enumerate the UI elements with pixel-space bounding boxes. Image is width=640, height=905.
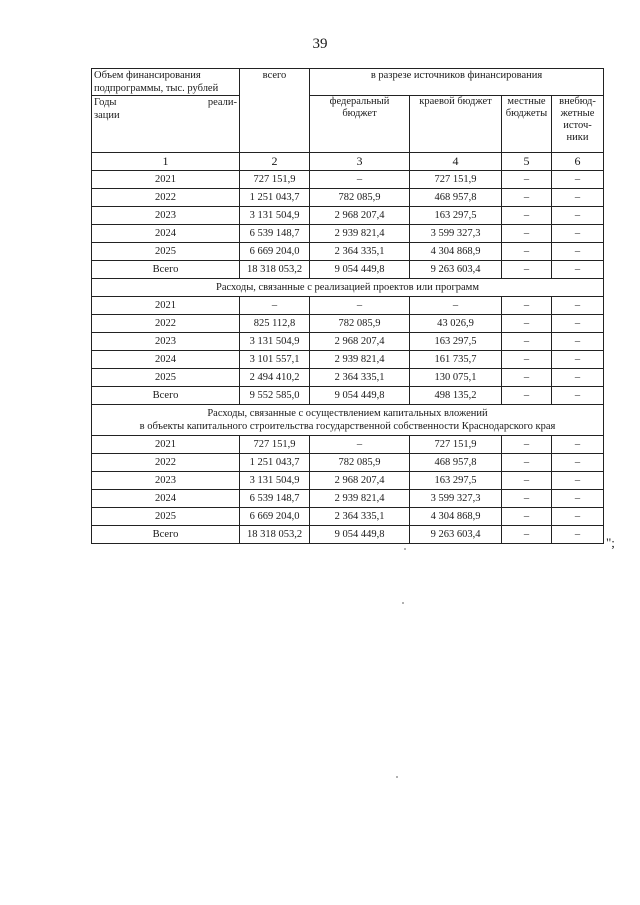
cell: 2023 (92, 333, 240, 351)
col-number: 3 (310, 153, 410, 171)
cell: 2 968 207,4 (310, 472, 410, 490)
table-row (92, 490, 604, 508)
section-title-capital-line2: в объекты капитального строительства государственной собственности Краснодарского края (139, 421, 556, 432)
cell: 163 297,5 (410, 207, 502, 225)
cell: 782 085,9 (310, 454, 410, 472)
cell: – (552, 387, 604, 405)
cell: 468 957,8 (410, 454, 502, 472)
cell: Всего (92, 261, 240, 279)
cell: – (552, 436, 604, 454)
cell: – (502, 351, 552, 369)
header-extra: внебюд-жетные источ-ники (552, 96, 604, 153)
cell: – (502, 508, 552, 526)
cell: 727 151,9 (240, 171, 310, 189)
cell: – (410, 297, 502, 315)
cell: 130 075,1 (410, 369, 502, 387)
cell: 2021 (92, 171, 240, 189)
page-number: 39 (312, 36, 328, 52)
total-row (92, 261, 604, 279)
cell: 2021 (92, 436, 240, 454)
table-row (92, 315, 604, 333)
header-volume-cell (92, 69, 240, 96)
cell: 2023 (92, 472, 240, 490)
cell: 2 968 207,4 (310, 333, 410, 351)
cell: – (502, 369, 552, 387)
cell: – (552, 508, 604, 526)
cell: 43 026,9 (410, 315, 502, 333)
header-years-a: Годы (94, 97, 117, 108)
table-row (92, 454, 604, 472)
cell: 9 263 603,4 (410, 261, 502, 279)
cell: 2025 (92, 243, 240, 261)
cell: 3 131 504,9 (240, 207, 310, 225)
header-years-c: зации (94, 110, 120, 121)
cell: – (502, 171, 552, 189)
table-row (92, 243, 604, 261)
cell: – (552, 472, 604, 490)
cell: – (502, 472, 552, 490)
cell: – (502, 189, 552, 207)
cell: – (552, 189, 604, 207)
scan-speck (402, 602, 404, 604)
cell: – (310, 297, 410, 315)
cell: – (552, 490, 604, 508)
cell: – (502, 315, 552, 333)
cell: 18 318 053,2 (240, 526, 310, 544)
col-number: 4 (410, 153, 502, 171)
cell: 2022 (92, 454, 240, 472)
cell: – (310, 171, 410, 189)
cell: – (240, 297, 310, 315)
cell: 1 251 043,7 (240, 454, 310, 472)
cell: 2 939 821,4 (310, 225, 410, 243)
cell: 2024 (92, 490, 240, 508)
cell: 2 939 821,4 (310, 351, 410, 369)
header-years-b: реали- (207, 97, 237, 108)
cell: 2023 (92, 207, 240, 225)
section-title-capital-line1: Расходы, связанные с осуществлением капитальных вложений (207, 408, 488, 419)
table-row (92, 171, 604, 189)
cell: Всего (92, 387, 240, 405)
cell: 727 151,9 (410, 171, 502, 189)
cell: 6 539 148,7 (240, 225, 310, 243)
cell: 2 364 335,1 (310, 243, 410, 261)
cell: – (502, 207, 552, 225)
cell: 9 552 585,0 (240, 387, 310, 405)
cell: 727 151,9 (240, 436, 310, 454)
cell: 9 263 603,4 (410, 526, 502, 544)
header-volume-line2: подпрограммы, тыс. рублей (94, 83, 219, 94)
header-volume-line1: Объем финансирования (94, 70, 201, 81)
table-row (92, 472, 604, 490)
cell: – (552, 454, 604, 472)
header-federal: федеральный бюджет (310, 96, 410, 153)
header-total: всего (240, 69, 310, 153)
header-regional: краевой бюджет (410, 96, 502, 153)
cell: 4 304 868,9 (410, 243, 502, 261)
cell: 3 131 504,9 (240, 333, 310, 351)
col-number: 5 (502, 153, 552, 171)
cell: 9 054 449,8 (310, 261, 410, 279)
cell: 825 112,8 (240, 315, 310, 333)
cell: – (502, 436, 552, 454)
cell: 2024 (92, 351, 240, 369)
cell: 3 599 327,3 (410, 225, 502, 243)
table-row (92, 225, 604, 243)
section-title-projects: Расходы, связанные с реализацией проектов или программ (92, 279, 604, 297)
cell: 163 297,5 (410, 333, 502, 351)
cell: – (502, 490, 552, 508)
cell: 3 101 557,1 (240, 351, 310, 369)
cell: 782 085,9 (310, 189, 410, 207)
cell: – (552, 526, 604, 544)
cell: – (502, 225, 552, 243)
cell: 2 494 410,2 (240, 369, 310, 387)
cell: 6 539 148,7 (240, 490, 310, 508)
cell: – (502, 454, 552, 472)
cell: 2 364 335,1 (310, 369, 410, 387)
cell: – (502, 333, 552, 351)
scan-speck (396, 776, 398, 778)
cell: – (502, 261, 552, 279)
col-number: 6 (552, 153, 604, 171)
section-title-capital (92, 405, 604, 436)
scan-speck (404, 548, 406, 550)
cell: 3 599 327,3 (410, 490, 502, 508)
cell: – (552, 243, 604, 261)
cell: – (310, 436, 410, 454)
cell: – (552, 315, 604, 333)
cell: – (552, 333, 604, 351)
cell: Всего (92, 526, 240, 544)
cell: 9 054 449,8 (310, 387, 410, 405)
cell: – (502, 297, 552, 315)
cell: 2 364 335,1 (310, 508, 410, 526)
cell: – (502, 387, 552, 405)
cell: – (552, 171, 604, 189)
cell: – (502, 526, 552, 544)
cell: – (552, 369, 604, 387)
cell: 2 939 821,4 (310, 490, 410, 508)
cell: 18 318 053,2 (240, 261, 310, 279)
cell: 4 304 868,9 (410, 508, 502, 526)
cell: – (552, 261, 604, 279)
col-number: 2 (240, 153, 310, 171)
cell: 1 251 043,7 (240, 189, 310, 207)
cell: 6 669 204,0 (240, 508, 310, 526)
cell: 3 131 504,9 (240, 472, 310, 490)
cell: 9 054 449,8 (310, 526, 410, 544)
table-row (92, 369, 604, 387)
cell: – (552, 351, 604, 369)
cell: 163 297,5 (410, 472, 502, 490)
cell: 2022 (92, 189, 240, 207)
table-row (92, 189, 604, 207)
cell: 2024 (92, 225, 240, 243)
cell: 2 968 207,4 (310, 207, 410, 225)
cell: 2025 (92, 508, 240, 526)
table-row (92, 207, 604, 225)
table-row (92, 508, 604, 526)
cell: 782 085,9 (310, 315, 410, 333)
cell: 6 669 204,0 (240, 243, 310, 261)
col-number: 1 (92, 153, 240, 171)
total-row (92, 526, 604, 544)
header-years-cell (92, 96, 240, 153)
table-row (92, 333, 604, 351)
header-local: местные бюджеты (502, 96, 552, 153)
cell: – (552, 225, 604, 243)
cell: 161 735,7 (410, 351, 502, 369)
table-row (92, 351, 604, 369)
cell: 727 151,9 (410, 436, 502, 454)
header-sources: в разрезе источников финансирования (310, 69, 604, 96)
cell: – (502, 243, 552, 261)
table-row (92, 436, 604, 454)
total-row (92, 387, 604, 405)
closing-quote-mark: "; (606, 535, 615, 550)
cell: – (552, 207, 604, 225)
cell: 2022 (92, 315, 240, 333)
cell: 498 135,2 (410, 387, 502, 405)
table-row (92, 297, 604, 315)
cell: 2021 (92, 297, 240, 315)
cell: 2025 (92, 369, 240, 387)
cell: 468 957,8 (410, 189, 502, 207)
cell: – (552, 297, 604, 315)
financing-table (91, 68, 604, 544)
